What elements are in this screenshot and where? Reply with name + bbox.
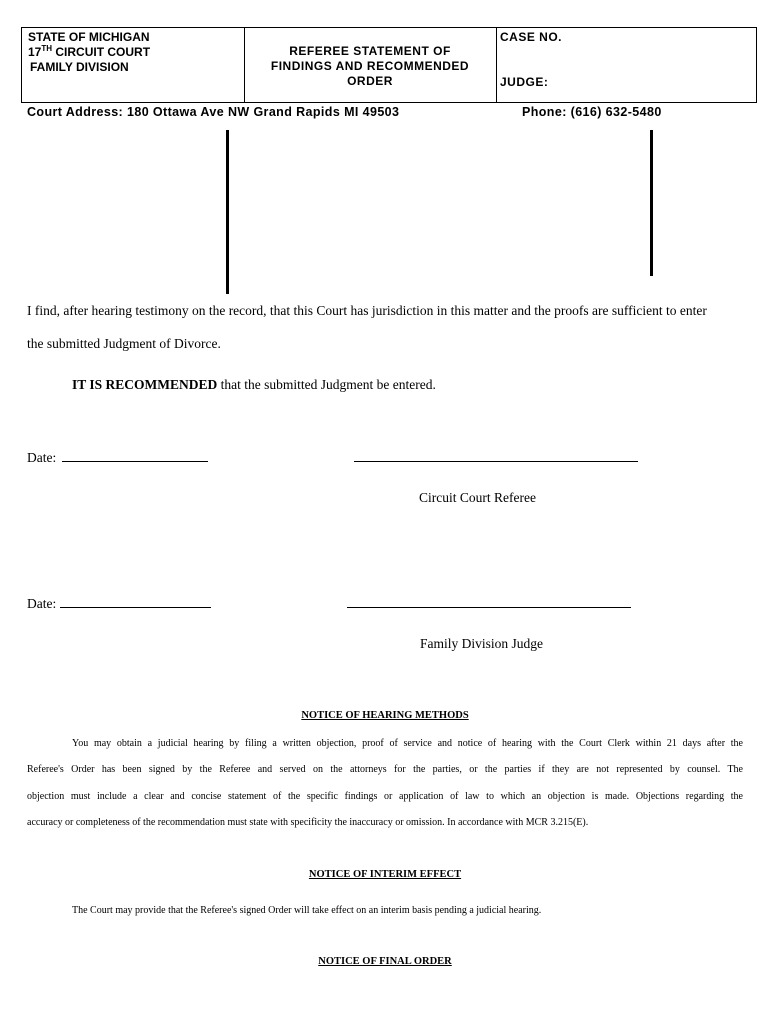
interim-effect-heading: NOTICE OF INTERIM EFFECT (308, 869, 462, 880)
hearing-methods-line4: accuracy or completeness of the recommendation must state with specificity the inaccuracy or omission. In accordance with MCR 3.215(E). (27, 817, 589, 828)
form-title: REFEREE STATEMENT OF FINDINGS AND RECOMMENDED ORDER (270, 44, 470, 88)
court-name-cell (22, 28, 245, 102)
hearing-methods-heading: NOTICE OF HEARING METHODS (301, 710, 469, 721)
court-phone: Phone: (616) 632-5480 (522, 105, 662, 119)
judge-role-label: Family Division Judge (420, 636, 544, 651)
left-margin-bar (226, 130, 229, 294)
interim-effect-text: The Court may provide that the Referee's signed Order will take effect on an interim basis pending a judicial hearing. (72, 905, 542, 916)
referee-date-blank[interactable] (62, 450, 208, 462)
finding-text-line2: the submitted Judgment of Divorce. (27, 336, 221, 351)
judge-signature-line[interactable] (347, 596, 631, 608)
referee-date-field[interactable]: Date: (27, 450, 208, 466)
judge-date-field[interactable]: Date: (27, 596, 211, 612)
court-contact-row (27, 105, 747, 121)
case-info-cell (496, 28, 756, 102)
form-title-cell (244, 28, 497, 102)
referee-role-label: Circuit Court Referee (419, 490, 536, 505)
hearing-methods-line2: Referee's Order has been signed by the Referee and served on the attorneys for the parties, or the parties if they are not represented by counsel. The (27, 764, 743, 775)
court-state: STATE OF MICHIGAN (28, 30, 150, 44)
final-order-heading: NOTICE OF FINAL ORDER (318, 956, 452, 967)
finding-text-line1: I find, after hearing testimony on the record, that this Court has jurisdiction in this matter and the proofs are sufficient to enter (27, 303, 707, 318)
court-address: Court Address: 180 Ottawa Ave NW Grand Rapids MI 49503 (27, 105, 400, 119)
court-division: FAMILY DIVISION (30, 60, 129, 74)
hearing-methods-line3: objection must include a clear and concise statement of the specific findings or application of law to which an objection is made. Objections regarding the (27, 791, 743, 802)
judge-label: JUDGE: (500, 75, 549, 89)
court-circuit: 17TH CIRCUIT COURT (28, 44, 151, 59)
case-number-label: CASE NO. (500, 30, 563, 44)
hearing-methods-line1: You may obtain a judicial hearing by filing a written objection, proof of service and notice of hearing with the Court Clerk within 21 days after the (72, 738, 743, 749)
right-margin-bar (650, 130, 653, 276)
referee-signature-line[interactable] (354, 450, 638, 462)
form-header (21, 27, 757, 103)
recommendation-text: IT IS RECOMMENDED that the submitted Judgment be entered. (72, 377, 436, 392)
judge-date-blank[interactable] (60, 596, 211, 608)
